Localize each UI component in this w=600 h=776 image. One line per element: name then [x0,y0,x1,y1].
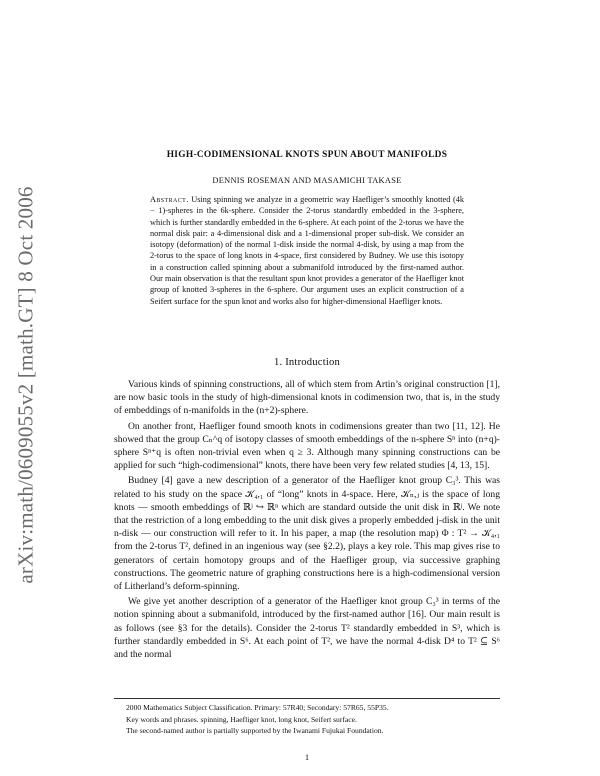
arxiv-sidebar [6,150,46,620]
section-title: 1. Introduction [274,357,340,368]
footnotes [114,698,500,737]
footnote-support: The second-named author is partially supported by the Iwanami Fujukai Foundation. [126,726,384,736]
paragraph-2: On another front, Haefliger found smooth knots in codimensions greater than two [11, 12]. He showed that the group Cₙ^q of isotopy classes of smooth embeddings of the n-sphere Sⁿ into (n+q)-sphere Sⁿ⁺q is often non-trivial even when q ≥ 3. Although many spinning constructions can be applied for such “high-codimensional” knots, there have been very few related studies [4, 13, 15]. [114,420,500,472]
body-text [114,378,500,663]
paragraph-3: Budney [4] gave a new description of a generator of the Haefliger knot group C₃³. This was related to his study on the space 𝒦₄,₁ of “long” knots in 4-space. Here, 𝒦ₙ,ⱼ is the space of long knots — smooth embeddings of ℝʲ ↪ ℝⁿ which are standard outside the unit disk in ℝʲ. We note that the restriction of a long embedding to the unit disk gives a properly embedded j-disk in the unit n-disk — our construction will refer to it. In his paper, a map (the resolution map) Φ : T² → 𝒦₄,₁ from the 2-torus T², defined in an ingenious way (see §2.2), plays a key role. This map gives rise to generators of certain homotopy groups and of the Haefliger group, via successive graphing constructions. The geometric nature of graphing constructions here is a high-codimensional version of Litherland’s deform-spinning. [114,475,500,593]
abstract-text: Using spinning we analyze in a geometric way Haefliger’s smoothly knotted (4k − 1)-spheres in the 6k-sphere. Consider the 2-torus standardly embedded in the 3-sphere, which is further standardly embedded in the 6-sphere. At each point of the 2-torus we have the normal disk pair: a 4-dimensional disk and a 1-dimensional proper sub-disk. We consider an isotopy (deformation) of the normal 1-disk inside the normal 4-disk, by using a map from the 2-torus to the space of long knots in 4-space, first considered by Budney. We use this isotopy in a construction called spinning about a submanifold introduced by the first-named author. Our main observation is that the resultant spun knot provides a generator of the Haefliger knot group of knotted 3-spheres in the 6-sphere. Our argument uses an explicit construction of a Seifert surface for the spun knot and works also for higher-dimensional Haefliger knots. [150,195,465,306]
paragraph-4: We give yet another description of a generator of the Haefliger knot group C₃³ in terms of the notion spinning about a submanifold, introduced by the first-named author [16]. Our main result is as follows (see §3 for the details). Consider the 2-torus T² standardly embedded in S³, which is further standardly embedded in S⁶. At each point of T², we have the normal 4-disk D⁴ to T² ⊆ S⁶ and the normal [114,596,500,661]
footnote-keywords: Key words and phrases. spinning, Haefliger knot, long knot, Seifert surface. [126,714,357,724]
page-number: 1 [304,752,310,762]
abstract [150,194,464,307]
footnote-msc: 2000 Mathematics Subject Classification. Primary: 57R40; Secondary: 57R65, 55P35. [126,703,389,712]
paragraph-1: Various kinds of spinning constructions, all of which stem from Artin’s original construction [1], are now basic tools in the study of high-dimensional knots in codimension two, that is, in the study of embeddings of n-manifolds in the (n+2)-sphere. [114,379,500,417]
paper-authors: DENNIS ROSEMAN AND MASAMICHI TAKASE [212,176,402,185]
arxiv-identifier: arXiv:math/0609055v2 [math.GT] 8 Oct 2006 [13,186,38,584]
abstract-label: Abstract. [150,195,189,204]
paper-title: HIGH-CODIMENSIONAL KNOTS SPUN ABOUT MANIFOLDS [166,150,448,160]
